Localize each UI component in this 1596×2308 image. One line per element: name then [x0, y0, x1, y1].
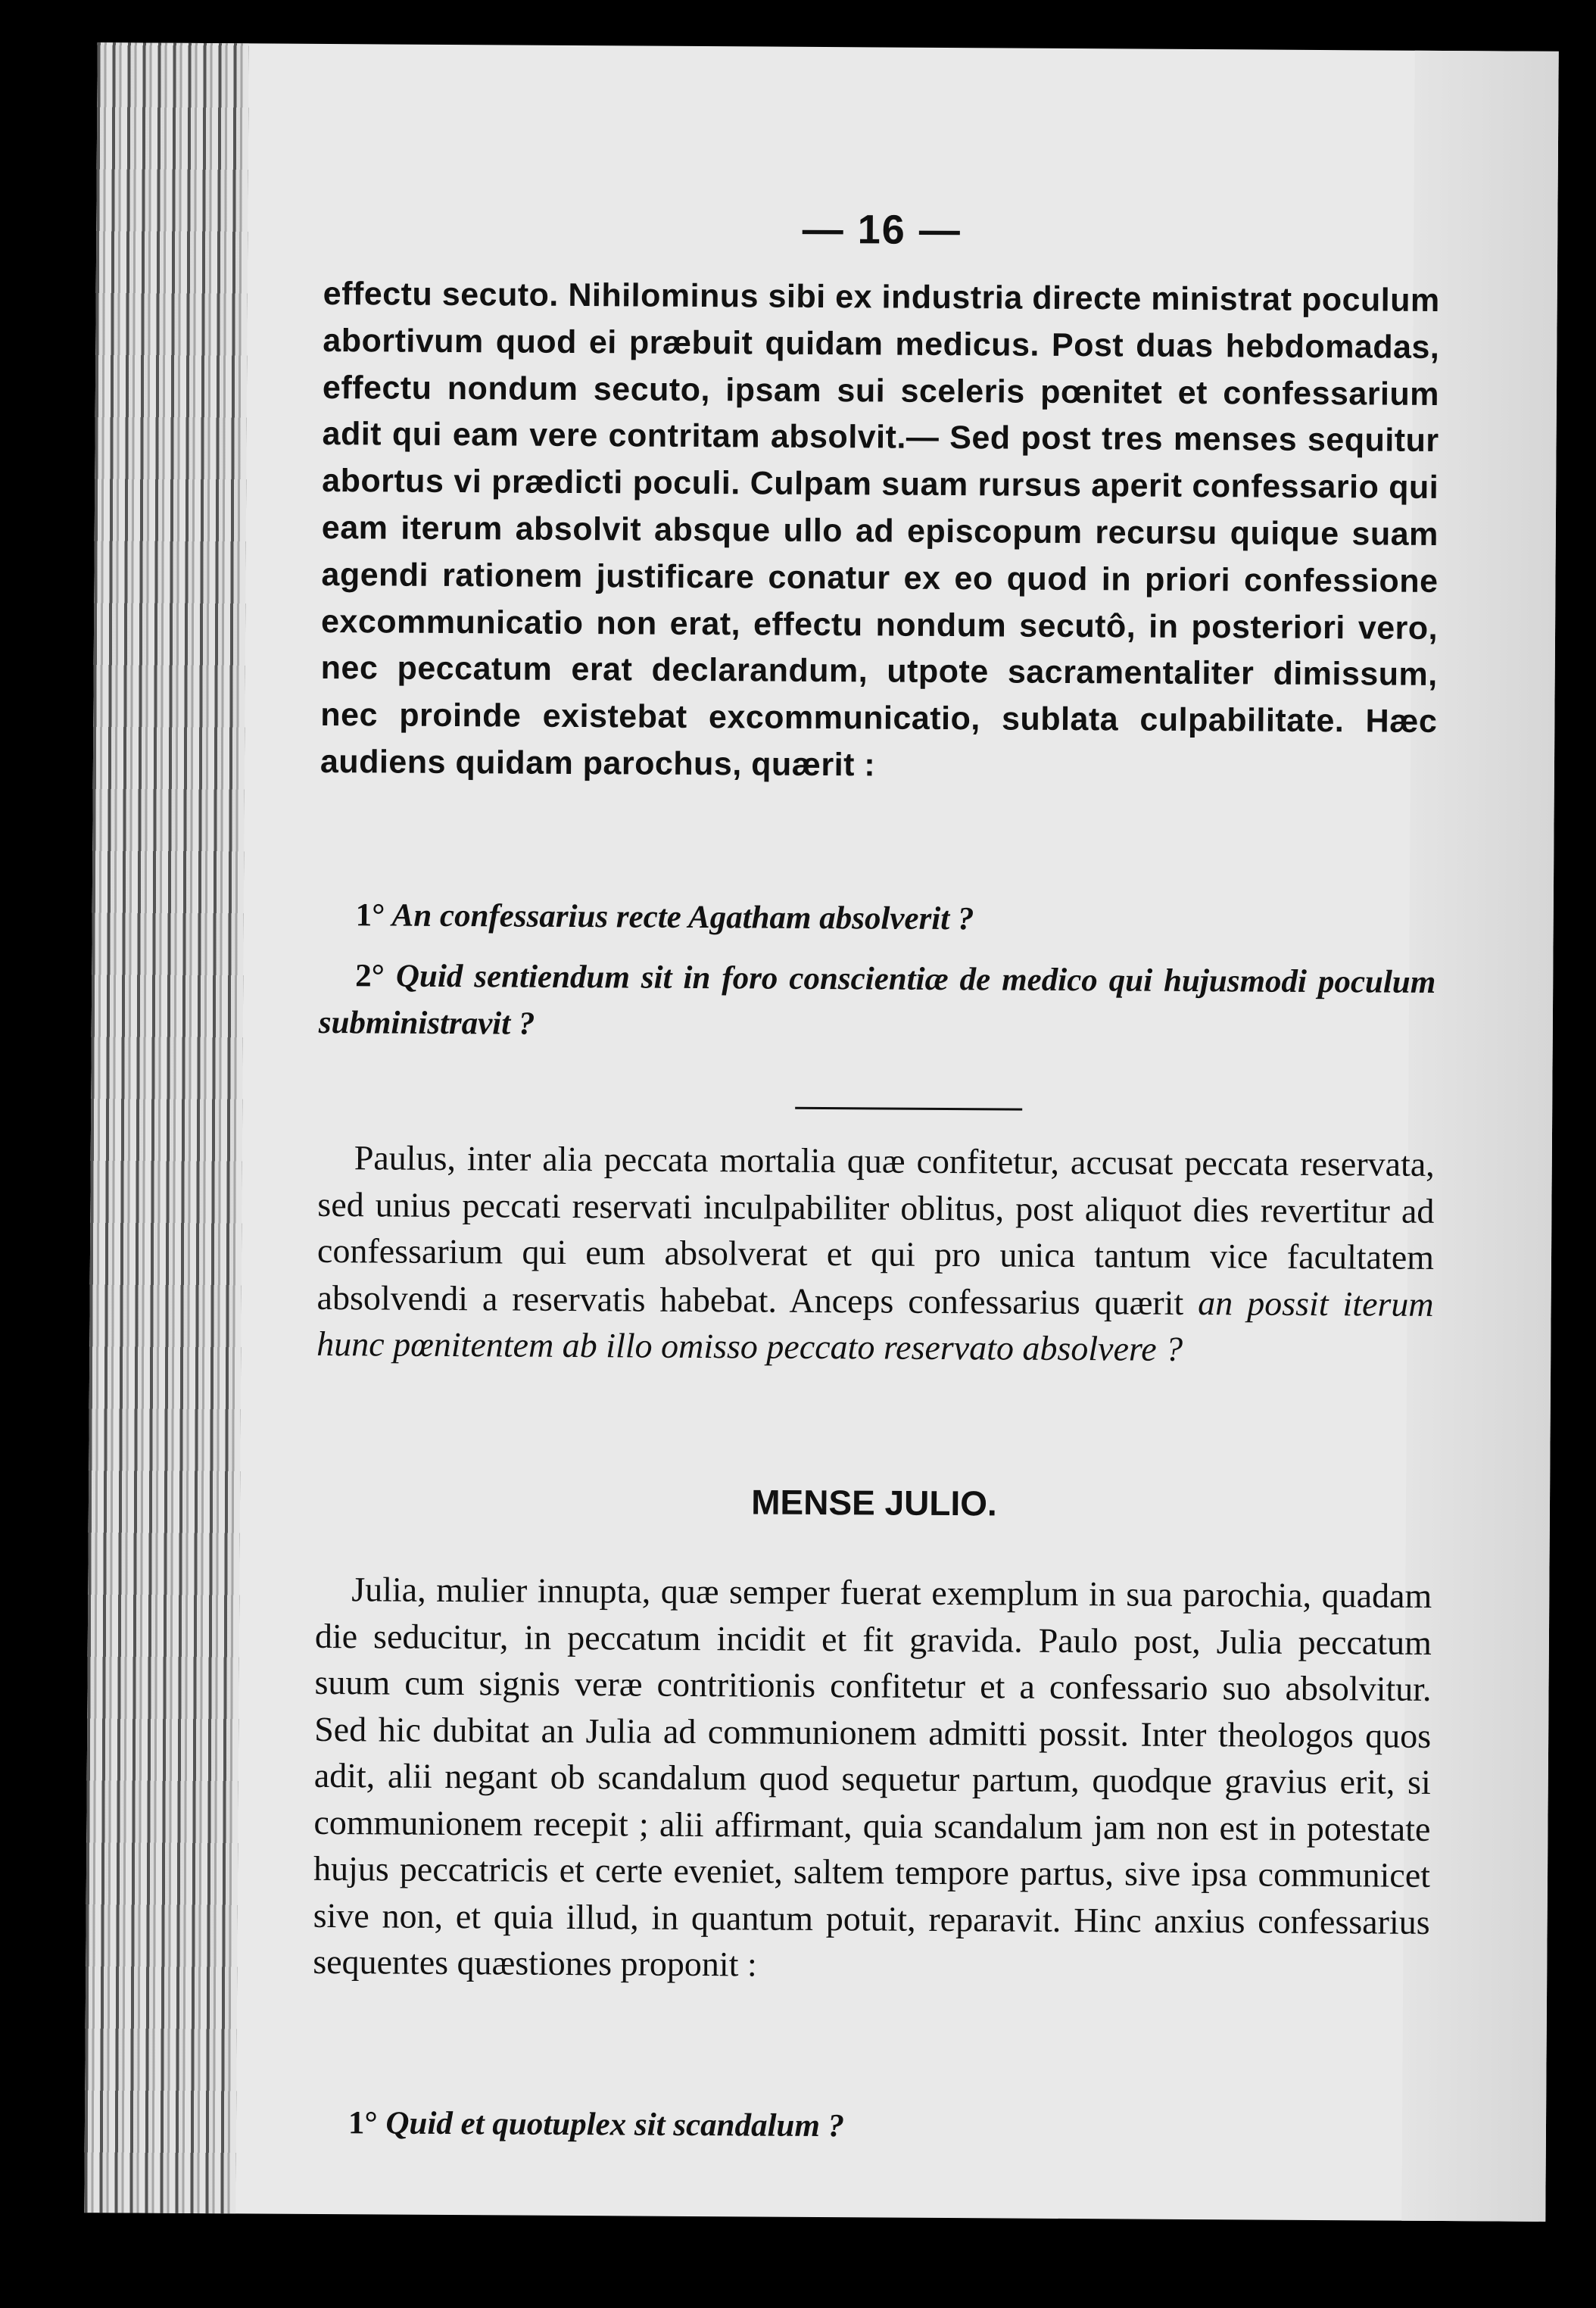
agatha-case-paragraph: effectu secuto. Nihilominus sibi ex industria directe ministrat poculum abortivum quod ei præbuit quidam medicus. Post duas hebdomadas, effectu nondum secuto, ipsam sui sceleris pœnitet et confessarium adit qui eam vere contritam absolvit.— Sed post tres menses sequitur abortus vi prædicti poculi. Culpam suam rursus aperit confessario qui eam iterum absolvit absque ullo ad episcopum recursu quique suam agendi rationem justificare conatur ex eo quod in priori confessione excommunicatio non erat, effectu nondum secutô, in posteriori vero, nec peccatum erat declarandum, utpote sacramentaliter dimissum, nec proinde existebat excommunicatio, sublata culpabilitate. Hæc audiens quidam parochus, quærit : [320, 275, 1440, 784]
julia-question-1 [312, 2100, 1429, 2154]
question-text: Quid sentiendum sit in foro conscientiæ de medico qui hujusmodi poculum subministravit ? [318, 958, 1436, 1042]
question-number: 1° [348, 2105, 378, 2141]
page-stack-edge [84, 42, 249, 2213]
question-text: An confessarius recte Agatham absolverit ? [391, 897, 974, 937]
question-number: 2° [355, 958, 385, 994]
paulus-question: an possit iterum hunc pœnitentem ab illo omisso peccato reservato absolvere ? [316, 1283, 1434, 1368]
section-heading: MENSE JULIO. [751, 1482, 997, 1524]
agatha-question-1 [320, 892, 1436, 946]
paulus-case-paragraph [316, 1134, 1435, 1374]
julia-case-paragraph: Julia, mulier innupta, quæ semper fuerat exemplum in sua parochia, quadam die seducitur, in peccatum incidit et fit gravida. Paulo post, Julia peccatum suum cum signis veræ contritionis confitetur et a confessario suo absolvitur. Sed hic dubitat an Julia ad communionem admitti possit. Inter theologos quos adit, alii negant ob scandalum quod sequetur partum, quodque gravius erit, si communionem recepit ; alii affirmant, quia scandalum jam non est in potestate hujus peccatricis et certe eveniet, saltem tempore partus, sive ipsa communicet sive non, et quia illud, in quantum potuit, reparavit. Hinc anxius confessarius sequentes quæstiones proponit : [313, 1570, 1432, 1984]
question-text: Quid et quotuplex sit scandalum ? [385, 2105, 845, 2144]
scanned-page [84, 42, 1558, 2222]
section-divider [795, 1107, 1022, 1111]
question-number: 1° [355, 897, 385, 934]
agatha-question-2 [319, 953, 1436, 1053]
paulus-case-text: Paulus, inter alia peccata mortalia quæ confitetur, accusat peccata reservata, sed unius peccati reservati inculpabiliter oblitus, post aliquot dies revertitur ad confessarium qui eum absolverat et qui pro unica tantum vice facultatem absolvendi a reservatis habebat. Anceps confessarius quærit [316, 1138, 1435, 1322]
page-number: — 16 — [802, 206, 962, 254]
page-text [313, 44, 1442, 2144]
